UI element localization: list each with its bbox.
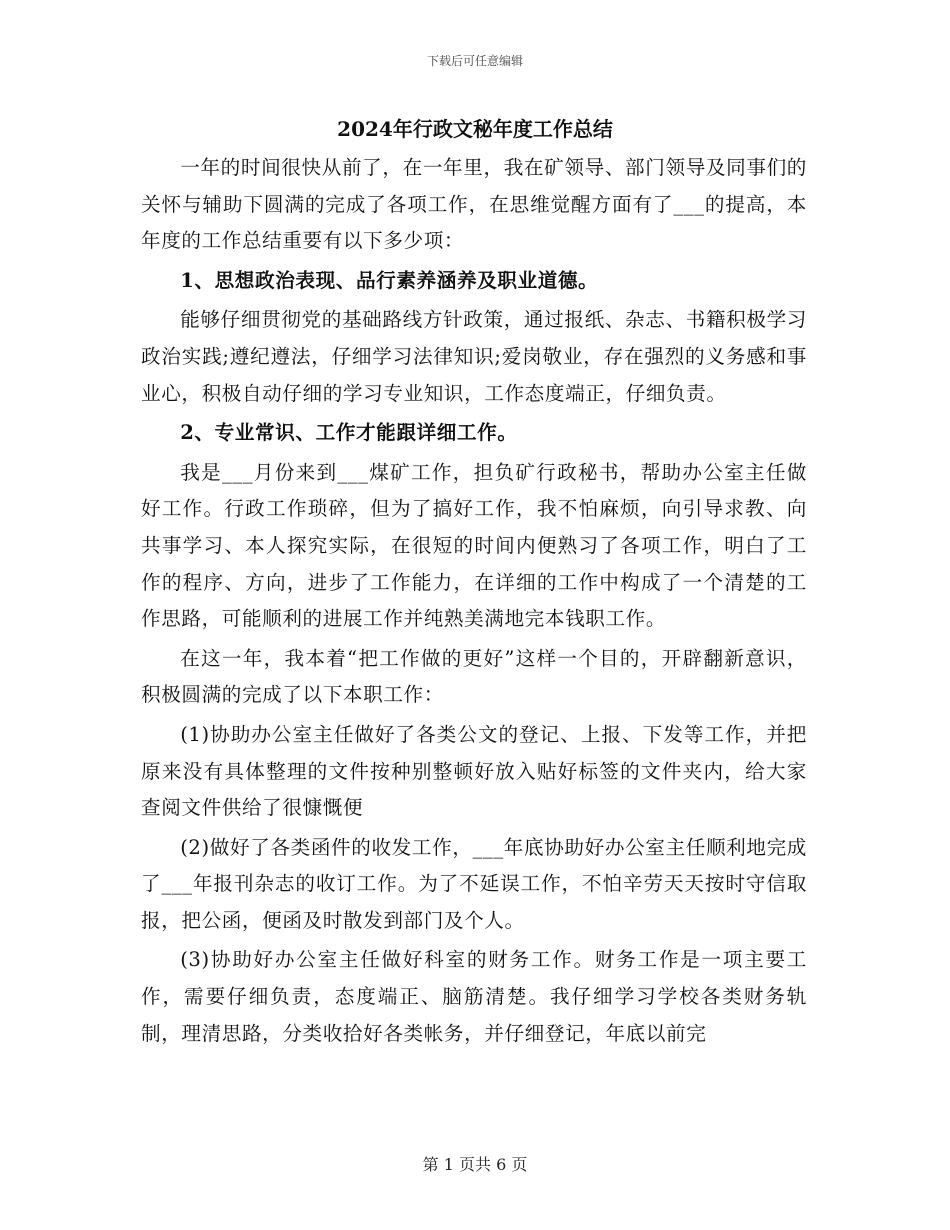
section-heading-1: 1、思想政治表现、品行素养涵养及职业道德。	[180, 268, 599, 292]
page-header-note: 下载后可任意编辑	[426, 54, 523, 68]
list-item-3: (3)协助好办公室主任做好科室的财务工作。财务工作是一项主要工作，需要仔细负责，态度端正、脑筋清楚。我仔细学习学校各类财务轨制，理清思路，分类收拾好各类帐务，并仔细登记，年底以前完	[141, 948, 807, 1045]
paragraph-intro: 一年的时间很快从前了，在一年里，我在矿领导、部门领导及同事们的关怀与辅助下圆满的完成了各项工作，在思维觉醒方面有了___的提高，本年度的工作总结重要有以下多少项：	[141, 156, 807, 253]
paragraph-work-intro: 我是___月份来到___煤矿工作，担负矿行政秘书，帮助办公室主任做好工作。行政工作琐碎，但为了搞好工作，我不怕麻烦，向引导求教、向共事学习、本人探究实际，在很短的时间内便熟习了各项工作，明白了工作的程序、方向，进步了工作能力，在详细的工作中构成了一个清楚的工作思路，可能顺利的进展工作并纯熟美满地完本钱职工作。	[141, 460, 807, 631]
list-item-2: (2)做好了各类函件的收发工作，___年底协助好办公室主任顺利地完成了___年报刊杂志的收订工作。为了不延误工作，不怕辛劳天天按时守信取报，把公函，便函及时散发到部门及个人。	[141, 835, 807, 932]
document-body	[141, 150, 807, 1052]
paragraph-goal: 在这一年，我本着“把工作做的更好”这样一个目的，开辟翻新意识，积极圆满的完成了以下本职工作：	[141, 646, 807, 707]
list-item-1: (1)协助办公室主任做好了各类公文的登记、上报、下发等工作，并把原来没有具体整理的文件按种别整顿好放入贴好标签的文件夹内，给大家查阅文件供给了很慷慨便	[141, 722, 807, 820]
paragraph-political: 能够仔细贯彻党的基础路线方针政策，通过报纸、杂志、书籍积极学习政治实践;遵纪遵法，仔细学习法律知识;爱岗敬业，存在强烈的义务感和事业心，积极自动仔细的学习专业知识，工作态度端正，仔细负责。	[141, 308, 807, 405]
section-heading-2: 2、专业常识、工作才能跟详细工作。	[180, 421, 518, 445]
page-number: 第 1 页共 6 页	[422, 1155, 528, 1174]
document-title: 2024年行政文秘年度工作总结	[337, 117, 613, 141]
